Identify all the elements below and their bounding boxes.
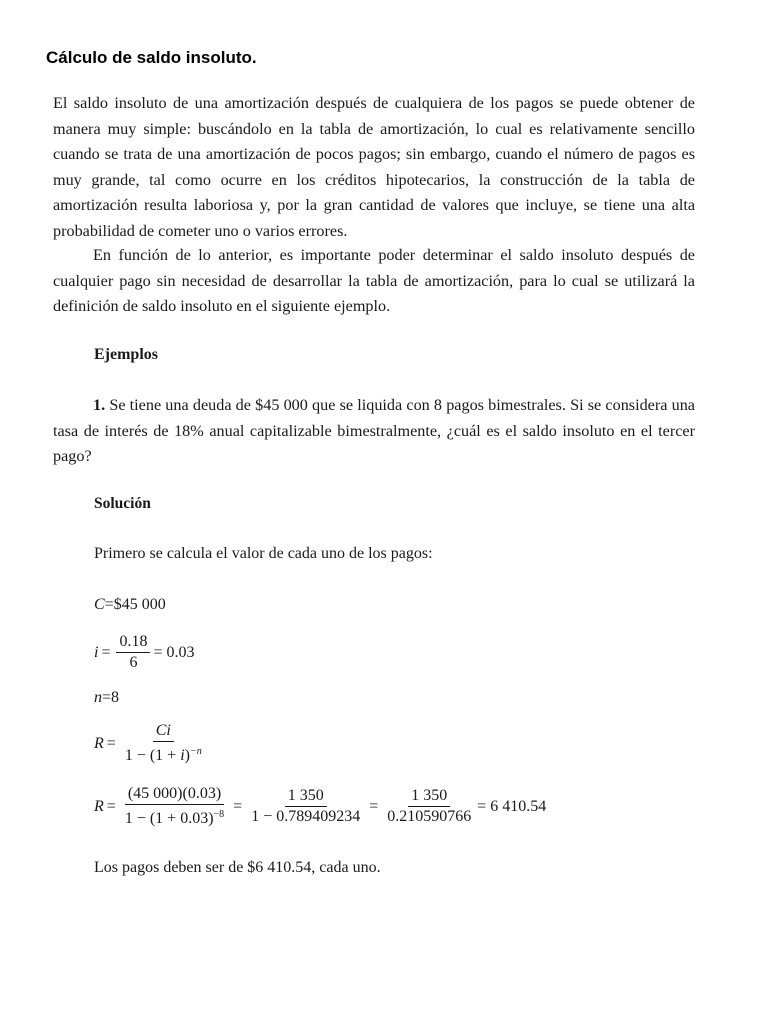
fraction-denominator: 0.210590766 — [387, 808, 472, 825]
var-r: R — [94, 797, 104, 815]
fraction-numerator: Ci — [153, 722, 174, 742]
calculation-fraction-1 — [122, 785, 227, 828]
equals-sign: = — [233, 797, 243, 815]
paragraph-saldo-insoluto-method: En función de lo anterior, es importante poder determinar el saldo insoluto después de cualquier pago sin necesidad de desarrollar la tabla de amortización, para lo cual se utilizará la definición de saldo insoluto en el siguiente ejemplo. — [53, 246, 695, 315]
example-number: 1. — [93, 396, 106, 414]
conclusion-line: Los pagos deben ser de $6 410.54, cada uno. — [94, 859, 381, 876]
denominator-part-b: ) — [184, 747, 190, 764]
denominator-part-a: 1 − (1 + — [124, 747, 181, 764]
calculation-fraction-2 — [248, 787, 363, 826]
equals-sign: = — [369, 797, 379, 815]
equals-sign: = — [106, 734, 116, 752]
fraction-numerator: 0.18 — [116, 633, 150, 653]
periods-value: =8 — [102, 689, 120, 706]
denominator-base: 1 − (1 + 0.03) — [124, 810, 214, 827]
equation-capital — [94, 596, 166, 614]
examples-heading: Ejemplos — [94, 346, 158, 363]
denominator-var-i: i — [180, 747, 185, 764]
equation-interest-rate — [94, 633, 195, 672]
equation-payment-formula — [94, 722, 208, 765]
example-1-statement — [53, 393, 695, 470]
equals-sign: = — [106, 797, 116, 815]
exponent: −n — [189, 746, 202, 757]
fraction-denominator: 6 — [129, 654, 138, 671]
fraction-numerator: 1 350 — [285, 787, 327, 807]
solution-intro-line: Primero se calcula el valor de cada uno de los pagos: — [94, 545, 433, 562]
fraction-denominator — [122, 742, 205, 765]
payment-result: = 6 410.54 — [477, 797, 547, 815]
equation-periods — [94, 689, 119, 707]
fraction-denominator: 1 − 0.789409234 — [251, 808, 361, 825]
solution-heading: Solución — [94, 495, 151, 512]
exponent: −8 — [213, 809, 225, 820]
equation-payment-calculation — [94, 785, 546, 828]
example-1-text: Se tiene una deuda de $45 000 que se liquida con 8 pagos bimestrales. Si se considera una tasa de interés de 18% anual capitalizable bimestralmente, ¿cuál es el saldo insoluto en el tercer pago? — [53, 396, 695, 465]
fraction-denominator — [122, 805, 227, 828]
paragraph-saldo-insoluto-intro: El saldo insoluto de una amortización después de cualquiera de los pagos se puede obtener de manera muy simple: buscándolo en la tabla de amortización, lo cual es relativamente sencillo cuando se trata de una amortización de pocos pagos; sin embargo, cuando el número de pagos es muy grande, tal como ocurre en los créditos hipotecarios, la construcción de la tabla de amortización resulta laboriosa y, por la gran cantidad de valores que incluye, se tiene una alta probabilidad de cometer uno o varios errores. — [53, 94, 695, 240]
page-title: Cálculo de saldo insoluto. — [46, 48, 257, 67]
var-r: R — [94, 734, 104, 752]
var-i: i — [94, 643, 99, 661]
capital-value: =$45 000 — [104, 596, 166, 613]
var-c: C — [94, 596, 105, 613]
equals-sign: = — [101, 643, 111, 661]
fraction-numerator: (45 000)(0.03) — [125, 785, 224, 805]
payment-formula-fraction — [122, 722, 205, 765]
rate-fraction — [116, 633, 150, 672]
calculation-fraction-3 — [384, 787, 474, 826]
fraction-numerator: 1 350 — [408, 787, 450, 807]
var-n: n — [94, 689, 102, 706]
rate-result: = 0.03 — [153, 643, 195, 661]
